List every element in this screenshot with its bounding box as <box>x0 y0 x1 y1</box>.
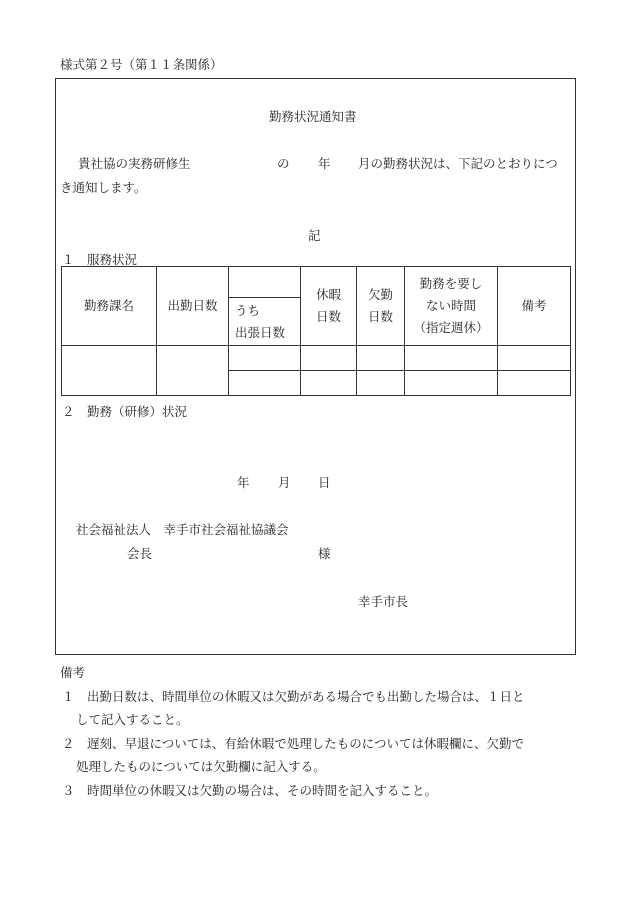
header-biko: 備考 <box>498 267 571 346</box>
service-status-table <box>61 266 571 396</box>
form-label: 様式第２号（第１１条関係） <box>60 57 223 72</box>
cell-kyuka-1 <box>301 346 357 371</box>
cell-kinmu-kamei <box>62 346 157 396</box>
header-kinmu-kamei: 勤務課名 <box>62 267 157 346</box>
cell-shutcho-2 <box>229 371 301 396</box>
header-kekkin-nissu: 欠勤 日数 <box>357 267 405 346</box>
date-day: 日 <box>318 475 331 490</box>
notes-heading: 備考 <box>60 665 86 680</box>
header-blank-top <box>229 267 301 298</box>
cell-biko-2 <box>498 371 571 396</box>
sender-name: 幸手市長 <box>358 594 409 609</box>
ki-label: 記 <box>308 228 321 243</box>
addressee-title: 会長 <box>127 546 153 561</box>
addressee-org: 社会福祉法人 幸手市社会福祉協議会 <box>76 522 289 537</box>
header-kyuka-nissu: 休暇 日数 <box>301 267 357 346</box>
cell-shutcho-1 <box>229 346 301 371</box>
cell-fuyo-2 <box>405 371 498 396</box>
note-1-line-2: して記入すること。 <box>76 712 189 727</box>
section-2-heading: ２ 勤務（研修）状況 <box>62 404 188 419</box>
intro-text-1: 貴社協の実務研修生 <box>78 156 191 171</box>
note-1-line-1: １ 出勤日数は、時間単位の休暇又は欠勤がある場合でも出勤した場合は、１日と <box>62 689 525 704</box>
intro-text-2: の <box>277 156 290 171</box>
cell-biko-1 <box>498 346 571 371</box>
note-2-line-1: ２ 遅刻、早退については、有給休暇で処理したものについては休暇欄に、欠勤で <box>62 736 525 751</box>
cell-shukkin-nissu <box>157 346 229 396</box>
date-year: 年 <box>237 475 250 490</box>
cell-kekkin-2 <box>357 371 405 396</box>
addressee-sama: 様 <box>318 546 331 561</box>
cell-fuyo-1 <box>405 346 498 371</box>
intro-text-3: 年 <box>318 156 331 171</box>
header-uchi-shutcho: うち 出張日数 <box>229 298 301 346</box>
header-fuyo-jikan: 勤務を要し ない時間 （指定週休） <box>405 267 498 346</box>
date-month: 月 <box>278 475 291 490</box>
cell-kyuka-2 <box>301 371 357 396</box>
note-2-line-2: 処理したものについては欠勤欄に記入する。 <box>76 759 326 774</box>
note-3: ３ 時間単位の休暇又は欠勤の場合は、その時間を記入すること。 <box>62 783 438 798</box>
section-1-heading: １ 服務状況 <box>62 252 138 267</box>
document-title: 勤務状況通知書 <box>269 109 357 124</box>
intro-text-line2: き通知します。 <box>60 180 147 195</box>
header-shukkin-nissu: 出勤日数 <box>157 267 229 346</box>
cell-kekkin-1 <box>357 346 405 371</box>
intro-text-4: 月の勤務状況は、下記のとおりにつ <box>358 156 558 171</box>
